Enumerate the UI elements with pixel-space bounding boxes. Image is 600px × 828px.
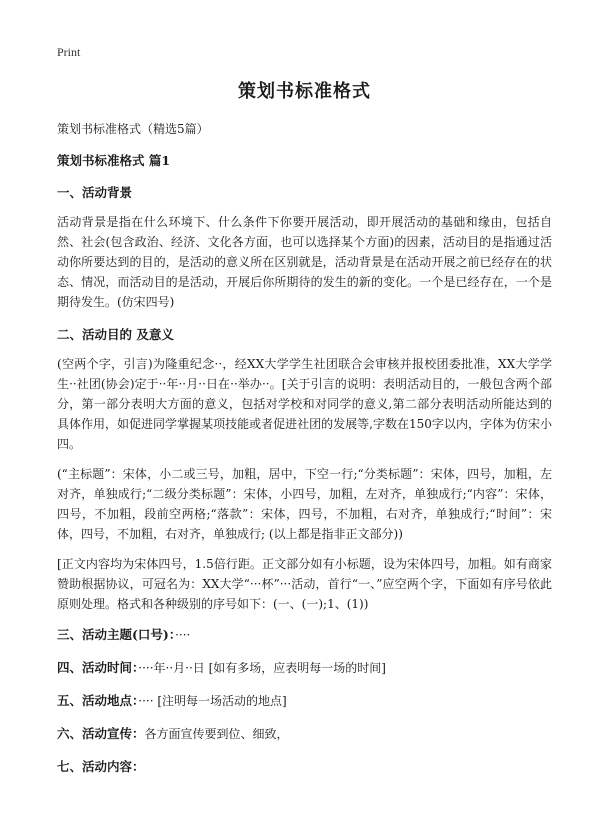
item-theme-label: 三、活动主题(口号)： xyxy=(57,627,176,642)
purpose-paragraph-format: (“主标题”：宋体，小二或三号，加粗，居中，下空一行;“分类标题”：宋体，四号，加粗，左对齐，单独成行;“二级分类标题”：宋体，小四号，加粗，左对齐，单独成行;“内容”：宋体，四号，不加粗，段前空两格;“落款”：宋体，四号，不加粗，右对齐，单独成行;“时间”：宋体，四号，不加粗，右对齐，单独成行; (以上都是指非正文部分)) xyxy=(57,467,552,541)
item-promotion-value: 各方面宣传要到位、细致， xyxy=(144,727,289,741)
item-location xyxy=(57,692,552,710)
print-label: Print xyxy=(57,45,81,59)
item-time xyxy=(57,659,552,677)
section-heading-background: 一、活动背景 xyxy=(57,185,133,200)
document-subtitle: 策划书标准格式（精选5篇） xyxy=(57,122,209,136)
item-time-value: ····年··月··日 [如有多场，应表明每一场的时间] xyxy=(138,661,386,675)
item-promotion xyxy=(57,725,552,743)
item-time-label: 四、活动时间： xyxy=(57,660,139,675)
item-theme xyxy=(57,626,552,644)
document-title: 策划书标准格式 xyxy=(238,81,371,102)
item-promotion-label: 六、活动宣传： xyxy=(57,726,145,741)
chapter-title: 策划书标准格式 篇1 xyxy=(57,153,171,168)
item-location-label: 五、活动地点： xyxy=(57,693,139,708)
purpose-paragraph-body-format: [正文内容均为宋体四号，1.5倍行距。正文部分如有小标题，设为宋体四号，加粗。如有商家赞助根据协议，可冠名为：XX大学“···杯”···活动，首行“一、”应空两个字，下面如有序号依此原则处理。格式和各种级别的序号如下：(一、(一);1、(1)) xyxy=(57,557,552,611)
item-theme-value: ···· xyxy=(175,628,191,642)
purpose-paragraph-intro: (空两个字，引言)为隆重纪念··，经XX大学学生社团联合会审核并报校团委批准，XX大学学生··社团(协会)定于··年··月··日在··举办··。[关于引言的说明：表明活动目的，一般包含两个部分，第一部分表明大方面的意义，包括对学校和对同学的意义,第二部分表明活动所能达到的具体作用，如促进同学掌握某项技能或者促进社团的发展等,字数在150字以内，字体为仿宋小四。 xyxy=(57,357,552,451)
background-paragraph: 活动背景是指在什么环境下、什么条件下你要开展活动，即开展活动的基础和缘由，包括自然、社会(包含政治、经济、文化各方面，也可以选择某个方面)的因素，活动目的是指通过活动你所要达到的目的，是活动的意义所在区别就是，活动背景是在活动开展之前已经存在的状态、情况，而活动目的是活动，开展后你所期待的发生的新的变化。一个是已经存在，一个是期待发生。(仿宋四号) xyxy=(57,215,552,309)
item-location-value: ···· [注明每一场活动的地点] xyxy=(138,694,287,708)
item-content-label: 七、活动内容： xyxy=(57,759,145,774)
item-content xyxy=(57,758,552,776)
section-heading-purpose: 二、活动目的 及意义 xyxy=(57,327,174,342)
